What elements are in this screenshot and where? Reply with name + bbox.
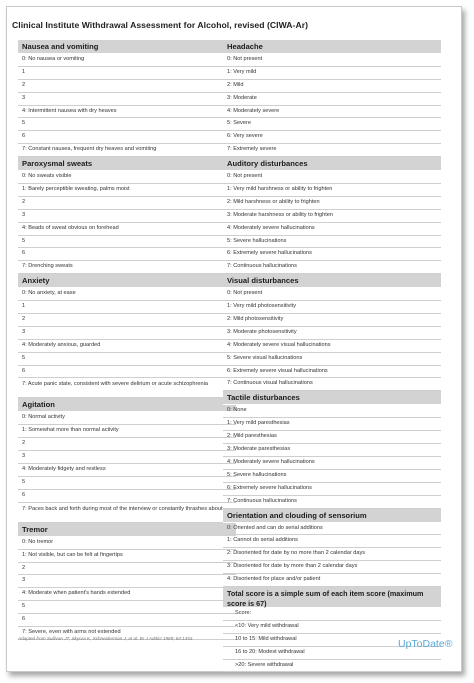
score-row: 1: Cannot do serial additions bbox=[223, 535, 441, 548]
score-row: 4: Moderately severe bbox=[223, 106, 441, 119]
score-row: 5: Severe hallucinations bbox=[223, 470, 441, 483]
score-label: Score: bbox=[223, 608, 441, 621]
score-row: 7: Severe, even with arms not extended bbox=[18, 627, 236, 640]
section-header-tactile-disturbances: Tactile disturbances bbox=[223, 391, 441, 405]
score-row: 6: Extremely severe hallucinations bbox=[223, 483, 441, 496]
score-row: 0: Not present bbox=[223, 288, 441, 301]
score-row: 6: Extremely severe hallucinations bbox=[223, 248, 441, 261]
score-row: 2: Mild harshness or ability to frighten bbox=[223, 197, 441, 210]
left-column bbox=[18, 40, 236, 640]
score-row: 3: Moderate photosensitivity bbox=[223, 327, 441, 340]
score-row: 6 bbox=[18, 248, 236, 261]
score-range-row: <10: Very mild withdrawal bbox=[223, 621, 441, 634]
score-row: 6: Very severe bbox=[223, 131, 441, 144]
score-row: 7: Drenching sweats bbox=[18, 261, 236, 274]
score-row: 4: Moderately anxious, guarded bbox=[18, 340, 236, 353]
score-row: 4: Disoriented for place and/or patient bbox=[223, 574, 441, 587]
score-row: 1 bbox=[18, 67, 236, 80]
score-row: 2 bbox=[18, 197, 236, 210]
score-row: 7: Acute panic state, consistent with severe delirium or acute schizophrenia bbox=[18, 378, 236, 398]
score-row: 7: Paces back and forth during most of the interview or constantly thrashes about bbox=[18, 503, 236, 523]
score-row: 6 bbox=[18, 614, 236, 627]
score-row: 7: Extremely severe bbox=[223, 144, 441, 157]
score-row: 2 bbox=[18, 438, 236, 451]
score-row: 5 bbox=[18, 477, 236, 490]
score-row: 5 bbox=[18, 236, 236, 249]
score-row: 0: No tremor bbox=[18, 537, 236, 550]
score-row: 7: Constant nausea, frequent dry heaves and vomiting bbox=[18, 144, 236, 157]
document-title: Clinical Institute Withdrawal Assessment for Alcohol, revised (CIWA-Ar) bbox=[12, 20, 309, 30]
score-row: 4: Moderately severe visual hallucinations bbox=[223, 340, 441, 353]
score-row: 2: Disoriented for date by no more than 2 calendar days bbox=[223, 548, 441, 561]
score-row: 6 bbox=[18, 366, 236, 379]
score-row: 3: Moderate harshness or ability to frighten bbox=[223, 210, 441, 223]
score-row: 2 bbox=[18, 563, 236, 576]
section-header-anxiety: Anxiety bbox=[18, 274, 236, 288]
score-row: 5 bbox=[18, 601, 236, 614]
score-row: 1: Not visible, but can be felt at fingertips bbox=[18, 550, 236, 563]
score-row: 5: Severe visual hallucinations bbox=[223, 353, 441, 366]
score-row: 7: Continuous visual hallucinations bbox=[223, 378, 441, 391]
score-row: 0: Normal activity bbox=[18, 412, 236, 425]
score-range-row: 16 to 20: Modest withdrawal bbox=[223, 647, 441, 660]
right-column bbox=[223, 40, 441, 672]
score-row: 2 bbox=[18, 314, 236, 327]
score-row: 1: Somewhat more than normal activity bbox=[18, 425, 236, 438]
section-header-nausea-and-vomiting: Nausea and vomiting bbox=[18, 40, 236, 54]
score-row: 6 bbox=[18, 131, 236, 144]
score-row: 5: Severe hallucinations bbox=[223, 236, 441, 249]
score-row: 0: Oriented and can do serial additions bbox=[223, 523, 441, 536]
score-row: 3 bbox=[18, 93, 236, 106]
score-row: 4: Moderately severe hallucinations bbox=[223, 457, 441, 470]
section-header-agitation: Agitation bbox=[18, 398, 236, 412]
section-header-tremor: Tremor bbox=[18, 523, 236, 537]
score-row: 3 bbox=[18, 327, 236, 340]
section-header-paroxysmal-sweats: Paroxysmal sweats bbox=[18, 157, 236, 171]
uptodate-logo: UpToDate® bbox=[398, 638, 453, 650]
score-range-row: >20: Severe withdrawal bbox=[223, 660, 441, 673]
score-row: 5: Severe bbox=[223, 118, 441, 131]
score-row: 4: Moderate when patient's hands extended bbox=[18, 588, 236, 601]
score-row: 5 bbox=[18, 118, 236, 131]
section-header-headache: Headache bbox=[223, 40, 441, 54]
score-row: 3: Disoriented for date by more than 2 calendar days bbox=[223, 561, 441, 574]
total-score-header: Total score is a simple sum of each item score (maximum score is 67) bbox=[223, 587, 441, 608]
score-row: 0: No anxiety, at ease bbox=[18, 288, 236, 301]
score-row: 1: Very mild harshness or ability to frighten bbox=[223, 184, 441, 197]
score-row: 3: Moderate bbox=[223, 93, 441, 106]
score-row: 2: Mild paresthesias bbox=[223, 431, 441, 444]
score-row: 6: Extremely severe visual hallucinations bbox=[223, 366, 441, 379]
score-row: 0: No nausea or vomiting bbox=[18, 54, 236, 67]
score-row: 1: Very mild paresthesias bbox=[223, 418, 441, 431]
section-header-visual-disturbances: Visual disturbances bbox=[223, 274, 441, 288]
score-row: 4: Moderately severe hallucinations bbox=[223, 223, 441, 236]
score-row: 1 bbox=[18, 301, 236, 314]
score-row: 2: Mild bbox=[223, 80, 441, 93]
score-row: 1: Very mild bbox=[223, 67, 441, 80]
score-row: 2: Mild photosensitivity bbox=[223, 314, 441, 327]
score-row: 5 bbox=[18, 353, 236, 366]
section-header-auditory-disturbances: Auditory disturbances bbox=[223, 157, 441, 171]
score-row: 0: Not present bbox=[223, 54, 441, 67]
score-row: 7: Continuous hallucinations bbox=[223, 261, 441, 274]
score-row: 7: Continuous hallucinations bbox=[223, 496, 441, 509]
score-row: 6 bbox=[18, 490, 236, 503]
score-row: 4: Intermittent nausea with dry heaves bbox=[18, 106, 236, 119]
score-row: 0: None bbox=[223, 405, 441, 418]
score-range-row: 10 to 15: Mild withdrawal bbox=[223, 634, 441, 647]
score-row: 2 bbox=[18, 80, 236, 93]
score-row: 3: Moderate paresthesias bbox=[223, 444, 441, 457]
section-header-orientation-and-clouding-of-sensorium: Orientation and clouding of sensorium bbox=[223, 509, 441, 523]
score-row: 0: Not present bbox=[223, 171, 441, 184]
score-row: 1: Very mild photosensitivity bbox=[223, 301, 441, 314]
score-row: 4: Beads of sweat obvious on forehead bbox=[18, 223, 236, 236]
score-row: 1: Barely perceptible sweating, palms moist bbox=[18, 184, 236, 197]
score-row: 3 bbox=[18, 451, 236, 464]
score-row: 4: Moderately fidgety and restless bbox=[18, 464, 236, 477]
score-row: 3 bbox=[18, 210, 236, 223]
score-row: 3 bbox=[18, 575, 236, 588]
score-row: 0: No sweats visible bbox=[18, 171, 236, 184]
citation-note: Adapted from Sullivan JT, Skyora K, Schneiderman J, et al. Br J Addict 1989; 84:1353. bbox=[18, 636, 194, 641]
